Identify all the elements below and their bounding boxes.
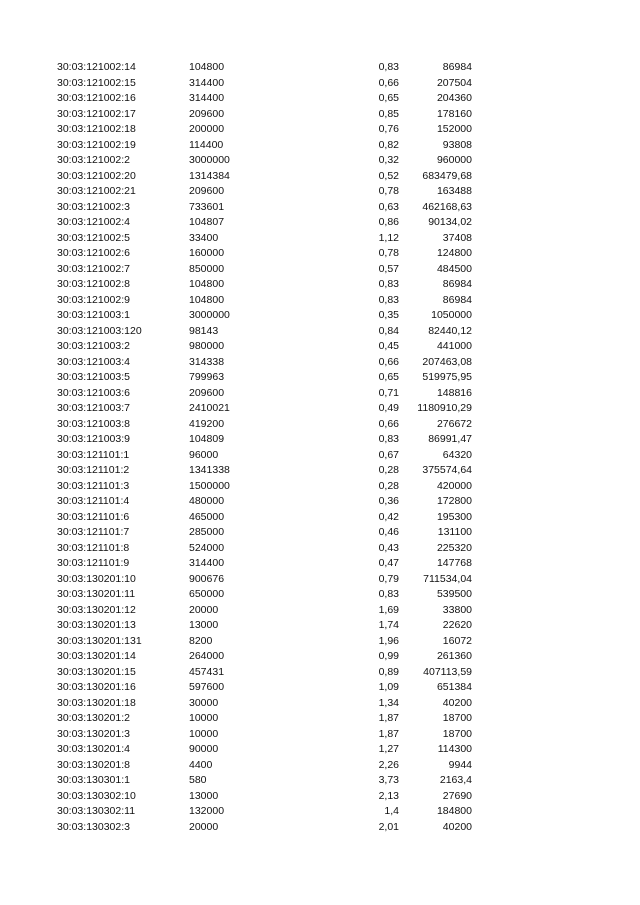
cadastral-number-cell: 30:03:130201:4 <box>57 743 130 755</box>
area-cell: 209600 <box>189 185 225 197</box>
value-cell: 86984 <box>442 278 472 290</box>
area-cell: 457431 <box>189 665 225 678</box>
ratio-cell: 0,49 <box>378 402 399 414</box>
ratio-cell: 2,01 <box>378 820 399 833</box>
cadastral-number-cell: 30:03:121101:4 <box>57 495 130 507</box>
cadastral-number-cell: 30:03:121002:16 <box>57 92 136 104</box>
table-row <box>0 680 640 696</box>
ratio-cell: 0,45 <box>378 340 399 352</box>
table-row <box>0 231 640 247</box>
cadastral-number-cell: 30:03:121101:2 <box>57 464 130 476</box>
value-cell: 18700 <box>442 712 472 724</box>
area-cell: 104800 <box>189 61 225 73</box>
ratio-cell: 0,46 <box>378 526 399 538</box>
area-cell: 314400 <box>189 76 225 89</box>
ratio-cell: 0,76 <box>378 123 399 135</box>
table-row <box>0 308 640 324</box>
value-cell: 420000 <box>436 479 472 492</box>
ratio-cell: 0,36 <box>378 495 399 507</box>
area-cell: 264000 <box>189 650 225 662</box>
ratio-cell: 0,66 <box>378 417 399 430</box>
table-row <box>0 649 640 665</box>
value-cell: 261360 <box>436 650 472 662</box>
value-cell: 651384 <box>436 681 472 693</box>
cadastral-number-cell: 30:03:130201:13 <box>57 619 136 631</box>
table-row <box>0 696 640 712</box>
value-cell: 207463,08 <box>422 355 472 368</box>
area-cell: 132000 <box>189 805 225 817</box>
area-cell: 2410021 <box>189 402 230 414</box>
cadastral-number-cell: 30:03:121003:1 <box>57 309 130 321</box>
cadastral-number-cell: 30:03:130201:15 <box>57 665 136 678</box>
area-cell: 524000 <box>189 541 225 554</box>
value-cell: 1180910,29 <box>417 402 472 414</box>
ratio-cell: 1,27 <box>378 743 399 755</box>
area-cell: 90000 <box>189 743 219 755</box>
table-row <box>0 324 640 340</box>
value-cell: 225320 <box>436 541 472 554</box>
ratio-cell: 0,83 <box>378 61 399 73</box>
ratio-cell: 1,96 <box>378 634 399 647</box>
table-row <box>0 587 640 603</box>
cadastral-number-cell: 30:03:130302:11 <box>57 805 136 817</box>
value-cell: 276672 <box>436 417 472 430</box>
value-cell: 114300 <box>437 743 472 755</box>
cadastral-number-cell: 30:03:121002:18 <box>57 123 136 135</box>
value-cell: 40200 <box>442 696 472 709</box>
area-cell: 480000 <box>189 495 225 507</box>
cadastral-number-cell: 30:03:121002:7 <box>57 262 130 275</box>
table-row <box>0 386 640 402</box>
table-row <box>0 122 640 138</box>
ratio-cell: 0,28 <box>378 464 399 476</box>
table-row <box>0 293 640 309</box>
cadastral-number-cell: 30:03:130201:8 <box>57 758 130 771</box>
table-row <box>0 370 640 386</box>
area-cell: 30000 <box>189 696 219 709</box>
ratio-cell: 1,12 <box>378 231 399 244</box>
cadastral-number-cell: 30:03:121002:2 <box>57 154 130 166</box>
value-cell: 184800 <box>436 805 472 817</box>
ratio-cell: 0,35 <box>378 309 399 321</box>
area-cell: 1500000 <box>189 479 230 492</box>
area-cell: 314338 <box>189 355 225 368</box>
value-cell: 147768 <box>436 557 472 569</box>
ratio-cell: 0,86 <box>378 216 399 228</box>
cadastral-number-cell: 30:03:121002:9 <box>57 293 130 306</box>
ratio-cell: 0,47 <box>378 557 399 569</box>
value-cell: 375574,64 <box>422 464 472 476</box>
ratio-cell: 1,09 <box>378 681 399 693</box>
data-table <box>0 60 640 835</box>
cadastral-number-cell: 30:03:121003:2 <box>57 340 130 352</box>
value-cell: 9944 <box>448 758 472 771</box>
table-row <box>0 758 640 774</box>
table-row <box>0 665 640 681</box>
value-cell: 148816 <box>436 386 472 399</box>
value-cell: 18700 <box>442 727 472 740</box>
cadastral-number-cell: 30:03:130201:16 <box>57 681 136 693</box>
value-cell: 2163,4 <box>439 774 472 786</box>
value-cell: 82440,12 <box>428 324 472 337</box>
cadastral-number-cell: 30:03:121101:6 <box>57 510 130 523</box>
ratio-cell: 0,83 <box>378 293 399 306</box>
area-cell: 160000 <box>189 247 225 259</box>
ratio-cell: 0,82 <box>378 138 399 151</box>
area-cell: 10000 <box>189 727 219 740</box>
cadastral-number-cell: 30:03:130201:18 <box>57 696 136 709</box>
value-cell: 93808 <box>442 138 472 151</box>
cadastral-number-cell: 30:03:121002:19 <box>57 138 136 151</box>
table-row <box>0 401 640 417</box>
area-cell: 8200 <box>189 634 213 647</box>
cadastral-number-cell: 30:03:121002:6 <box>57 247 130 259</box>
value-cell: 519975,95 <box>422 371 472 383</box>
table-row <box>0 463 640 479</box>
value-cell: 86991,47 <box>428 433 472 445</box>
area-cell: 465000 <box>189 510 225 523</box>
ratio-cell: 0,57 <box>378 262 399 275</box>
area-cell: 209600 <box>189 107 225 120</box>
value-cell: 86984 <box>442 61 472 73</box>
table-row <box>0 510 640 526</box>
table-row <box>0 215 640 231</box>
area-cell: 900676 <box>189 572 225 585</box>
table-row <box>0 820 640 836</box>
value-cell: 86984 <box>442 293 472 306</box>
ratio-cell: 0,99 <box>378 650 399 662</box>
value-cell: 407113,59 <box>423 665 472 678</box>
ratio-cell: 3,73 <box>378 774 399 786</box>
cadastral-number-cell: 30:03:121003:9 <box>57 433 130 445</box>
area-cell: 580 <box>189 774 207 786</box>
area-cell: 200000 <box>189 123 225 135</box>
cadastral-number-cell: 30:03:130201:14 <box>57 650 136 662</box>
value-cell: 462168,63 <box>422 200 472 213</box>
table-row <box>0 184 640 200</box>
cadastral-number-cell: 30:03:130201:3 <box>57 727 130 740</box>
ratio-cell: 0,66 <box>378 355 399 368</box>
area-cell: 4400 <box>189 758 213 771</box>
area-cell: 209600 <box>189 386 225 399</box>
ratio-cell: 0,89 <box>378 665 399 678</box>
cadastral-number-cell: 30:03:121002:14 <box>57 61 136 73</box>
table-row <box>0 742 640 758</box>
area-cell: 98143 <box>189 324 219 337</box>
ratio-cell: 0,83 <box>378 433 399 445</box>
area-cell: 650000 <box>189 588 225 600</box>
value-cell: 131100 <box>437 526 472 538</box>
table-row <box>0 355 640 371</box>
area-cell: 104807 <box>189 216 225 228</box>
value-cell: 37408 <box>442 231 472 244</box>
cadastral-number-cell: 30:03:130302:10 <box>57 789 136 802</box>
cadastral-number-cell: 30:03:130201:12 <box>57 603 136 616</box>
area-cell: 314400 <box>189 557 225 569</box>
table-row <box>0 76 640 92</box>
table-row <box>0 153 640 169</box>
area-cell: 980000 <box>189 340 225 352</box>
table-row <box>0 277 640 293</box>
table-row <box>0 479 640 495</box>
ratio-cell: 0,66 <box>378 76 399 89</box>
table-row <box>0 634 640 650</box>
cadastral-number-cell: 30:03:121002:21 <box>57 185 136 197</box>
ratio-cell: 0,78 <box>378 247 399 259</box>
area-cell: 20000 <box>189 820 219 833</box>
cadastral-number-cell: 30:03:121003:4 <box>57 355 130 368</box>
area-cell: 285000 <box>189 526 225 538</box>
ratio-cell: 1,74 <box>378 619 399 631</box>
value-cell: 27690 <box>442 789 472 802</box>
ratio-cell: 1,69 <box>378 603 399 616</box>
ratio-cell: 0,67 <box>378 448 399 461</box>
value-cell: 1050000 <box>431 309 472 321</box>
area-cell: 1314384 <box>189 169 230 182</box>
ratio-cell: 0,43 <box>378 541 399 554</box>
area-cell: 104800 <box>189 293 225 306</box>
ratio-cell: 2,13 <box>378 789 399 802</box>
area-cell: 104800 <box>189 278 225 290</box>
cadastral-number-cell: 30:03:121101:3 <box>57 479 130 492</box>
area-cell: 1341338 <box>189 464 230 476</box>
ratio-cell: 1,4 <box>384 805 399 817</box>
table-row <box>0 432 640 448</box>
cadastral-number-cell: 30:03:121101:9 <box>57 557 130 569</box>
cadastral-number-cell: 30:03:121101:8 <box>57 541 130 554</box>
table-row <box>0 339 640 355</box>
table-row <box>0 200 640 216</box>
area-cell: 3000000 <box>189 154 230 166</box>
area-cell: 114400 <box>189 138 224 151</box>
table-row <box>0 417 640 433</box>
ratio-cell: 0,79 <box>378 572 399 585</box>
cadastral-number-cell: 30:03:130201:131 <box>57 634 142 647</box>
area-cell: 104809 <box>189 433 225 445</box>
cadastral-number-cell: 30:03:121003:5 <box>57 371 130 383</box>
value-cell: 124800 <box>436 247 472 259</box>
table-row <box>0 246 640 262</box>
table-row <box>0 789 640 805</box>
value-cell: 484500 <box>436 262 472 275</box>
value-cell: 33800 <box>442 603 472 616</box>
table-row <box>0 494 640 510</box>
table-row <box>0 262 640 278</box>
value-cell: 711534,04 <box>423 572 472 585</box>
area-cell: 799963 <box>189 371 225 383</box>
value-cell: 207504 <box>436 76 472 89</box>
cadastral-number-cell: 30:03:121003:8 <box>57 417 130 430</box>
value-cell: 204360 <box>436 92 472 104</box>
ratio-cell: 0,42 <box>378 510 399 523</box>
ratio-cell: 0,65 <box>378 92 399 104</box>
ratio-cell: 2,26 <box>378 758 399 771</box>
value-cell: 64320 <box>442 448 472 461</box>
ratio-cell: 0,83 <box>378 278 399 290</box>
ratio-cell: 0,65 <box>378 371 399 383</box>
table-row <box>0 572 640 588</box>
area-cell: 33400 <box>189 231 219 244</box>
area-cell: 850000 <box>189 262 225 275</box>
cadastral-number-cell: 30:03:121002:4 <box>57 216 130 228</box>
value-cell: 22620 <box>442 619 472 631</box>
value-cell: 90134,02 <box>428 216 472 228</box>
ratio-cell: 1,87 <box>378 712 399 724</box>
table-row <box>0 448 640 464</box>
ratio-cell: 0,83 <box>378 588 399 600</box>
table-row <box>0 138 640 154</box>
table-row <box>0 711 640 727</box>
area-cell: 419200 <box>189 417 225 430</box>
cadastral-number-cell: 30:03:130201:11 <box>57 588 136 600</box>
area-cell: 20000 <box>189 603 219 616</box>
cadastral-number-cell: 30:03:130301:1 <box>57 774 130 786</box>
value-cell: 40200 <box>442 820 472 833</box>
cadastral-number-cell: 30:03:121002:17 <box>57 107 136 120</box>
ratio-cell: 0,71 <box>378 386 399 399</box>
ratio-cell: 0,52 <box>378 169 399 182</box>
value-cell: 960000 <box>436 154 472 166</box>
ratio-cell: 1,34 <box>378 696 399 709</box>
cadastral-number-cell: 30:03:121003:6 <box>57 386 130 399</box>
table-row <box>0 541 640 557</box>
area-cell: 13000 <box>189 789 219 802</box>
ratio-cell: 1,87 <box>378 727 399 740</box>
area-cell: 96000 <box>189 448 219 461</box>
cadastral-number-cell: 30:03:121003:7 <box>57 402 130 414</box>
value-cell: 539500 <box>436 588 472 600</box>
cadastral-number-cell: 30:03:121002:15 <box>57 76 136 89</box>
ratio-cell: 0,32 <box>378 154 399 166</box>
value-cell: 195300 <box>436 510 472 523</box>
ratio-cell: 0,63 <box>378 200 399 213</box>
cadastral-number-cell: 30:03:130201:10 <box>57 572 136 585</box>
cadastral-number-cell: 30:03:121101:1 <box>57 448 130 461</box>
area-cell: 13000 <box>189 619 219 631</box>
value-cell: 16072 <box>442 634 472 647</box>
table-row <box>0 603 640 619</box>
cadastral-number-cell: 30:03:121002:8 <box>57 278 130 290</box>
ratio-cell: 0,85 <box>378 107 399 120</box>
table-row <box>0 773 640 789</box>
ratio-cell: 0,84 <box>378 324 399 337</box>
cadastral-number-cell: 30:03:121002:20 <box>57 169 136 182</box>
cadastral-number-cell: 30:03:130302:3 <box>57 820 130 833</box>
table-row <box>0 556 640 572</box>
value-cell: 172800 <box>436 495 472 507</box>
cadastral-number-cell: 30:03:121003:120 <box>57 324 142 337</box>
value-cell: 163488 <box>436 185 472 197</box>
cadastral-number-cell: 30:03:121002:3 <box>57 200 130 213</box>
area-cell: 10000 <box>189 712 219 724</box>
table-row <box>0 727 640 743</box>
value-cell: 152000 <box>436 123 472 135</box>
table-row <box>0 60 640 76</box>
cadastral-number-cell: 30:03:121002:5 <box>57 231 130 244</box>
area-cell: 3000000 <box>189 309 230 321</box>
table-row <box>0 525 640 541</box>
area-cell: 314400 <box>189 92 225 104</box>
table-row <box>0 804 640 820</box>
value-cell: 178160 <box>436 107 472 120</box>
table-row <box>0 91 640 107</box>
value-cell: 683479,68 <box>422 169 472 182</box>
table-row <box>0 618 640 634</box>
area-cell: 597600 <box>189 681 225 693</box>
area-cell: 733601 <box>189 200 225 213</box>
table-row <box>0 169 640 185</box>
value-cell: 441000 <box>436 340 472 352</box>
cadastral-number-cell: 30:03:121101:7 <box>57 526 130 538</box>
cadastral-number-cell: 30:03:130201:2 <box>57 712 130 724</box>
table-row <box>0 107 640 123</box>
ratio-cell: 0,28 <box>378 479 399 492</box>
ratio-cell: 0,78 <box>378 185 399 197</box>
